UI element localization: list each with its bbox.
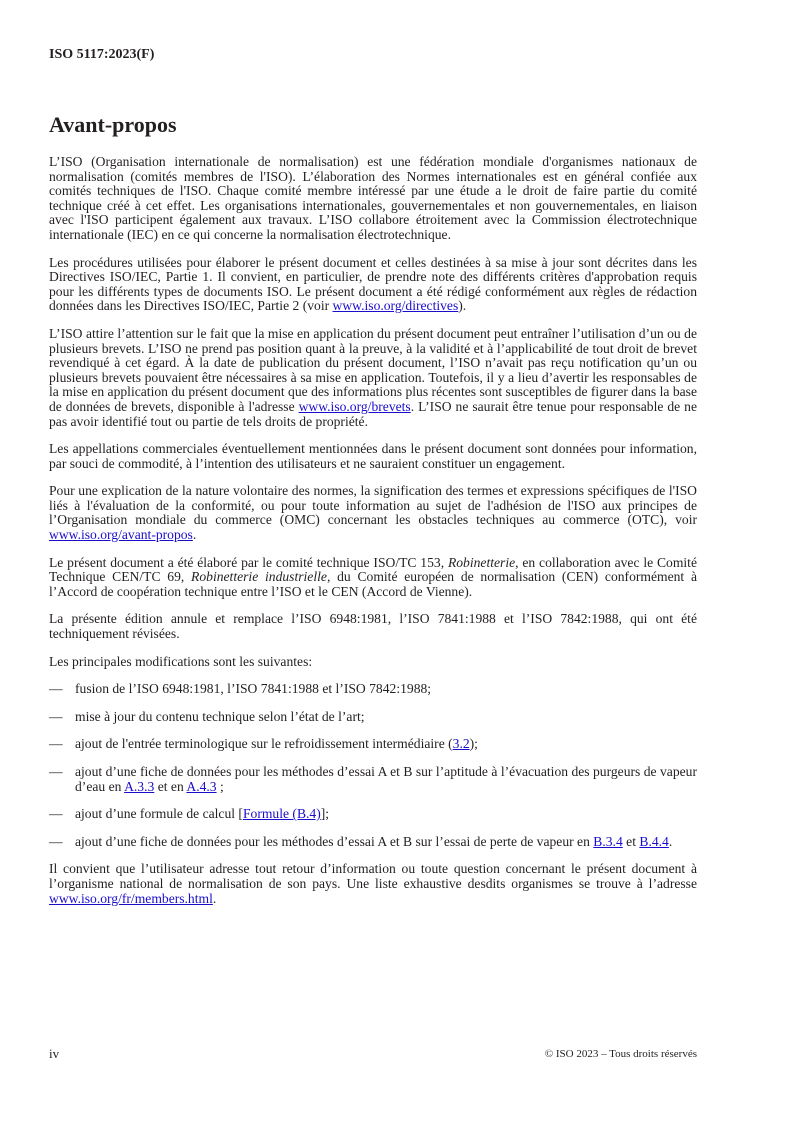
paragraph: Les principales modifications sont les suivantes:	[49, 653, 313, 669]
paragraph: Les appellations commerciales éventuellement mentionnées dans le présent document sont données pour information, par souci de commodité, à l’intention des utilisateurs et ne sauraient constituer un engagement.	[49, 441, 697, 471]
dash: —	[49, 833, 63, 849]
paragraph	[49, 327, 697, 429]
text	[75, 737, 697, 752]
ref-link[interactable]: A.4.3	[186, 778, 217, 794]
text: Les procédures utilisées pour élaborer le présent document et celles destinées à sa mise à jour sont décrites dans les Directives ISO/IEC, Partie 1. Il convient, en particulier, de prendre note des différents critères d'approbation requis pour les différents types de documents ISO. Le présent document a été rédigé conformément aux règles de rédaction données dans les Directives ISO/IEC, Partie 2 (voir	[49, 254, 697, 314]
paragraph	[49, 256, 697, 314]
text: ];	[320, 806, 330, 822]
directives-link[interactable]: www.iso.org/directives	[332, 298, 459, 314]
paragraph	[49, 556, 697, 600]
text: mise à jour du contenu technique selon l’état de l’art;	[75, 708, 365, 724]
text: .	[212, 890, 217, 906]
dash: —	[49, 681, 63, 697]
paragraph	[49, 484, 697, 542]
ref-link[interactable]: B.3.4	[593, 833, 623, 849]
text: , du Comité européen de normalisation (CEN) conformément à l’Accord de coopération technique entre l’ISO et le CEN (Accord de Vienne).	[49, 569, 697, 599]
ref-link[interactable]: A.3.3	[124, 778, 155, 794]
text: et	[622, 833, 640, 849]
text: ).	[458, 298, 467, 314]
text: ajout d’une formule de calcul [	[75, 806, 243, 822]
text: Il convient que l’utilisateur adresse tout retour d’information ou toute question concernant le présent document à l’organisme national de normalisation de son pays. Une liste exhaustive desdits organismes se trouve à l’adresse	[49, 861, 697, 891]
text: );	[469, 736, 478, 752]
page-number: iv	[49, 1046, 60, 1061]
text: Pour une explication de la nature volontaire des normes, la signification des termes et expressions spécifiques de l'ISO liés à l'évaluation de la conformité, ou pour toute information au sujet de l'adhésion de l'ISO aux principes de l’Organisation mondiale du commerce (OMC) concernant les obstacles techniques au commerce (OTC), voir	[49, 483, 697, 528]
document-id: ISO 5117:2023(F)	[49, 47, 155, 62]
dash: —	[49, 708, 63, 724]
members-link[interactable]: www.iso.org/fr/members.html	[49, 890, 213, 906]
ref-link[interactable]: B.4.4	[639, 833, 669, 849]
dash: —	[49, 764, 63, 779]
text	[75, 765, 697, 794]
text: .	[192, 527, 197, 543]
text: Le présent document a été élaboré par le comité technique ISO/TC 153,	[49, 554, 448, 570]
text	[75, 835, 697, 850]
text: fusion de l’ISO 6948:1981, l’ISO 7841:1988 et l’ISO 7842:1988;	[75, 681, 432, 697]
dash: —	[49, 806, 63, 822]
text: .	[668, 833, 673, 849]
list-item	[49, 737, 697, 752]
list-item	[49, 765, 697, 794]
list-item	[49, 682, 697, 697]
ref-link[interactable]: Formule (B.4)	[242, 806, 321, 822]
text	[75, 807, 697, 822]
text: et en	[154, 778, 187, 794]
text: ajout de l'entrée terminologique sur le refroidissement intermédiaire (	[75, 736, 453, 752]
text: ajout d’une fiche de données pour les méthodes d’essai A et B sur l’essai de perte de vapeur en	[75, 833, 594, 849]
dash: —	[49, 736, 63, 752]
text: ajout d’une fiche de données pour les méthodes d’essai A et B sur l’aptitude à l’évacuation des purgeurs de vapeur d’eau en	[75, 764, 697, 794]
ref-link[interactable]: 3.2	[452, 736, 470, 752]
committee-name: Robinetterie industrielle	[191, 569, 327, 585]
text: ;	[216, 778, 224, 794]
document-body	[49, 155, 697, 919]
brevets-link[interactable]: www.iso.org/brevets	[298, 398, 411, 414]
text: L’ISO attire l’attention sur le fait que la mise en application du présent document peut entraîner l’utilisation d’un ou de plusieurs brevets. L’ISO ne prend pas position quant à la preuve, à la validité et à l’applicabilité de tout droit de brevet revendiqué à cet égard. À la date de publication du présent document, l’ISO n’avait pas reçu notification qu’un ou plusieurs brevets pouvaient être nécessaires à sa mise en application. Toutefois, il y a lieu d’avertir les responsables de la mise en application du présent document que des informations plus récentes sont susceptibles de figurer dans la base de données de brevets, disponible à l'adresse	[49, 325, 697, 414]
text: , en collaboration avec le Comité Technique CEN/TC 69,	[49, 554, 697, 585]
paragraph	[49, 862, 697, 906]
page-title: Avant-propos	[49, 112, 177, 137]
list-item	[49, 710, 697, 725]
text: . L’ISO ne saurait être tenue pour responsable de ne pas avoir identifié tout ou partie de tels droits de propriété.	[49, 398, 697, 429]
paragraph: L’ISO (Organisation internationale de normalisation) est une fédération mondiale d'organismes nationaux de normalisation (comités membres de l'ISO). L’élaboration des Normes internationales est en général confiée aux comités techniques de l'ISO. Chaque comité membre intéressé par une étude a le droit de faire partie du comité technique créé à cet effet. Les organisations internationales, gouvernementales et non gouvernementales, en liaison avec l'ISO participent également aux travaux. L’ISO collabore étroitement avec la Commission électrotechnique internationale (IEC) en ce qui concerne la normalisation électrotechnique.	[49, 154, 697, 242]
list-item	[49, 835, 697, 850]
avant-propos-link[interactable]: www.iso.org/avant-propos	[49, 527, 193, 543]
copyright: © ISO 2023 – Tous droits réservés	[544, 1048, 697, 1060]
paragraph: La présente édition annule et remplace l’ISO 6948:1981, l’ISO 7841:1988 et l’ISO 7842:1988, qui ont été techniquement révisées.	[49, 611, 697, 642]
committee-name: Robinetterie	[447, 554, 516, 570]
list-item	[49, 807, 697, 822]
